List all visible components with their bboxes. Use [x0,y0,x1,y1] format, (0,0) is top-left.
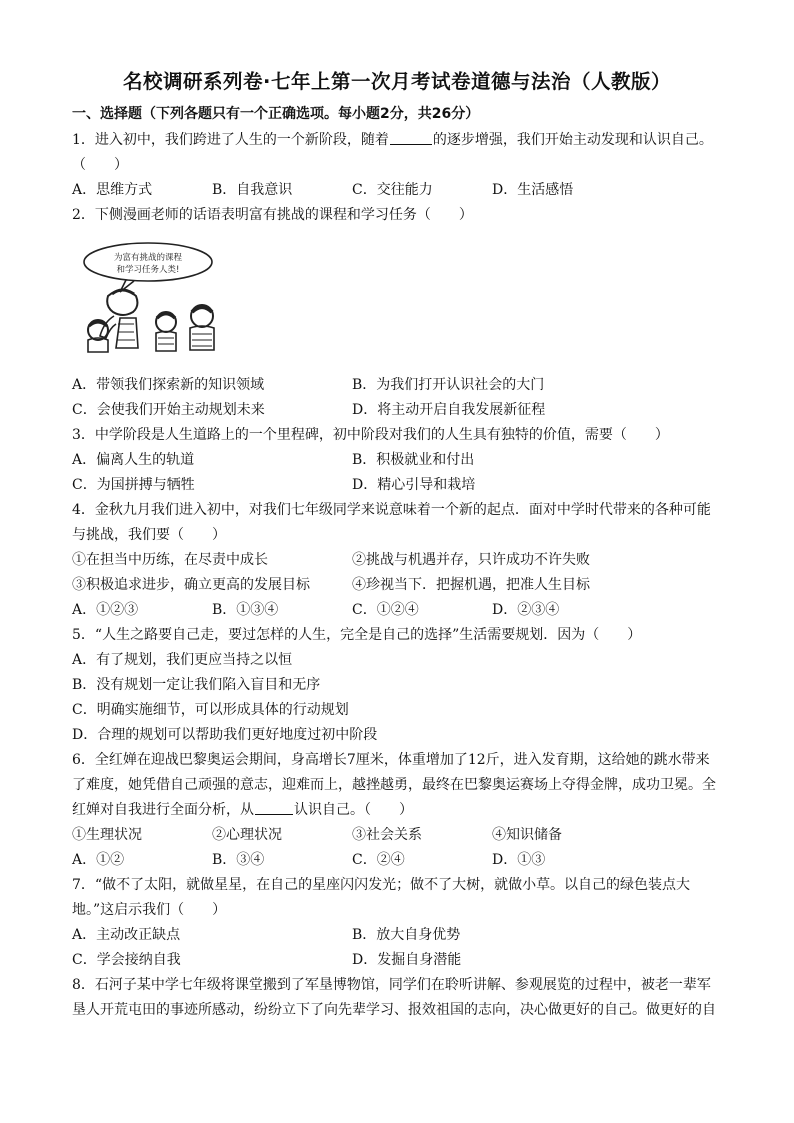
question-6-stem-line-1: 6．全红婵在迎战巴黎奥运会期间，身高增长7厘米，体重增加了12斤，进入发育期，这给她的跳水带来 [72,752,710,768]
q6-option-d: D．①③ [492,852,546,868]
q5-option-b: B．没有规划一定让我们陷入盲目和无序 [72,677,321,693]
q4-item-4: ④珍视当下．把握机遇，把准人生目标 [352,577,590,593]
question-7-stem-line-2: 地。”这启示我们（ ） [72,902,227,918]
question-8-stem-line-1: 8．石河子某中学七年级将课堂搬到了军垦博物馆，同学们在聆听讲解、参观展览的过程中，被老一辈军 [72,977,711,993]
q1-option-d: D．生活感悟 [492,182,574,198]
answer-blank [390,130,432,145]
question-5-stem: 5．“人生之路要自己走，要过怎样的人生，完全是自己的选择”生活需要规划．因为（ ） [72,627,642,643]
q6-item-2: ②心理状况 [212,827,282,843]
section-heading: 一、选择题（下列各题只有一个正确选项。每小题2分，共26分） [72,106,480,122]
q2-option-c: C．会使我们开始主动规划未来 [72,402,265,418]
q4-option-d: D．②③④ [492,602,560,618]
question-3-stem: 3．中学阶段是人生道路上的一个里程碑，初中阶段对我们的人生具有独特的价值，需要（ ） [72,427,669,443]
q3-option-a: A．偏离人生的轨道 [72,452,195,468]
bubble-line-2: 和学习任务人类! [116,265,180,275]
q1-option-c: C．交往能力 [352,182,433,198]
question-1-paren: （ ） [72,157,128,173]
q5-option-c: C．明确实施细节，可以形成具体的行动规划 [72,702,349,718]
question-6-stem-line-3: 红婵对自我进行全面分析，从 认识自己。（ ） [72,802,413,818]
q6-item-4: ④知识储备 [492,827,562,843]
question-7-stem-line-1: 7．“做不了太阳，就做星星，在自己的星座闪闪发光；做不了大树，就做小草。以自己的绿色装点大 [72,877,691,893]
exam-title: 名校调研系列卷·七年上第一次月考试卷道德与法治（人教版） [123,70,671,93]
q4-option-c: C．①②④ [352,602,419,618]
q6-option-b: B．③④ [212,852,265,868]
q7-option-b: B．放大自身优势 [352,927,461,943]
q6-option-c: C．②④ [352,852,405,868]
bubble-line-1: 为富有挑战的课程 [113,253,183,263]
question-6-stem-line-2: 了难度，她凭借自己顽强的意志，迎难而上，越挫越勇，最终在巴黎奥运赛场上夺得金牌，成功卫冕。全 [72,777,716,793]
q3-option-b: B．积极就业和付出 [352,452,475,468]
answer-blank [255,800,293,815]
q5-option-d: D．合理的规划可以帮助我们更好地度过初中阶段 [72,727,378,743]
q5-option-a: A．有了规划，我们更应当持之以恒 [72,652,293,668]
q4-item-3: ③积极追求进步，确立更高的发展目标 [72,577,310,593]
teacher-students-cartoon [74,238,222,358]
question-4-stem-line-1: 4．金秋九月我们进入初中，对我们七年级同学来说意味着一个新的起点．面对中学时代带来的各种可能 [72,502,711,518]
question-8-stem-line-2: 垦人开荒屯田的事迹所感动，纷纷立下了向先辈学习、报效祖国的志向，决心做更好的自己。做更好的自 [72,1002,716,1018]
q6-item-1: ①生理状况 [72,827,142,843]
q1-option-a: A．思维方式 [72,182,153,198]
q2-option-d: D．将主动开启自我发展新征程 [352,402,546,418]
q4-option-b: B．①③④ [212,602,279,618]
q6-option-a: A．①② [72,852,125,868]
q2-option-a: A．带领我们探索新的知识领域 [72,377,265,393]
q7-option-d: D．发掘自身潜能 [352,952,462,968]
question-4-stem-line-2: 与挑战，我们要（ ） [72,527,226,543]
q2-option-b: B．为我们打开认识社会的大门 [352,377,545,393]
q6-item-3: ③社会关系 [352,827,422,843]
q3-option-c: C．为国拼搏与牺牲 [72,477,195,493]
q1-option-b: B．自我意识 [212,182,293,198]
question-1-stem: 1．进入初中，我们跨进了人生的一个新阶段，随着 的逐步增强，我们开始主动发现和认识自己。 [72,132,713,148]
q4-item-2: ②挑战与机遇并存，只许成功不许失败 [352,552,590,568]
q4-item-1: ①在担当中历练，在尽责中成长 [72,552,268,568]
q7-option-a: A．主动改正缺点 [72,927,181,943]
q3-option-d: D．精心引导和栽培 [352,477,476,493]
question-2-stem: 2．下侧漫画老师的话语表明富有挑战的课程和学习任务（ ） [72,207,473,223]
q7-option-c: C．学会接纳自我 [72,952,181,968]
q4-option-a: A．①②③ [72,602,139,618]
